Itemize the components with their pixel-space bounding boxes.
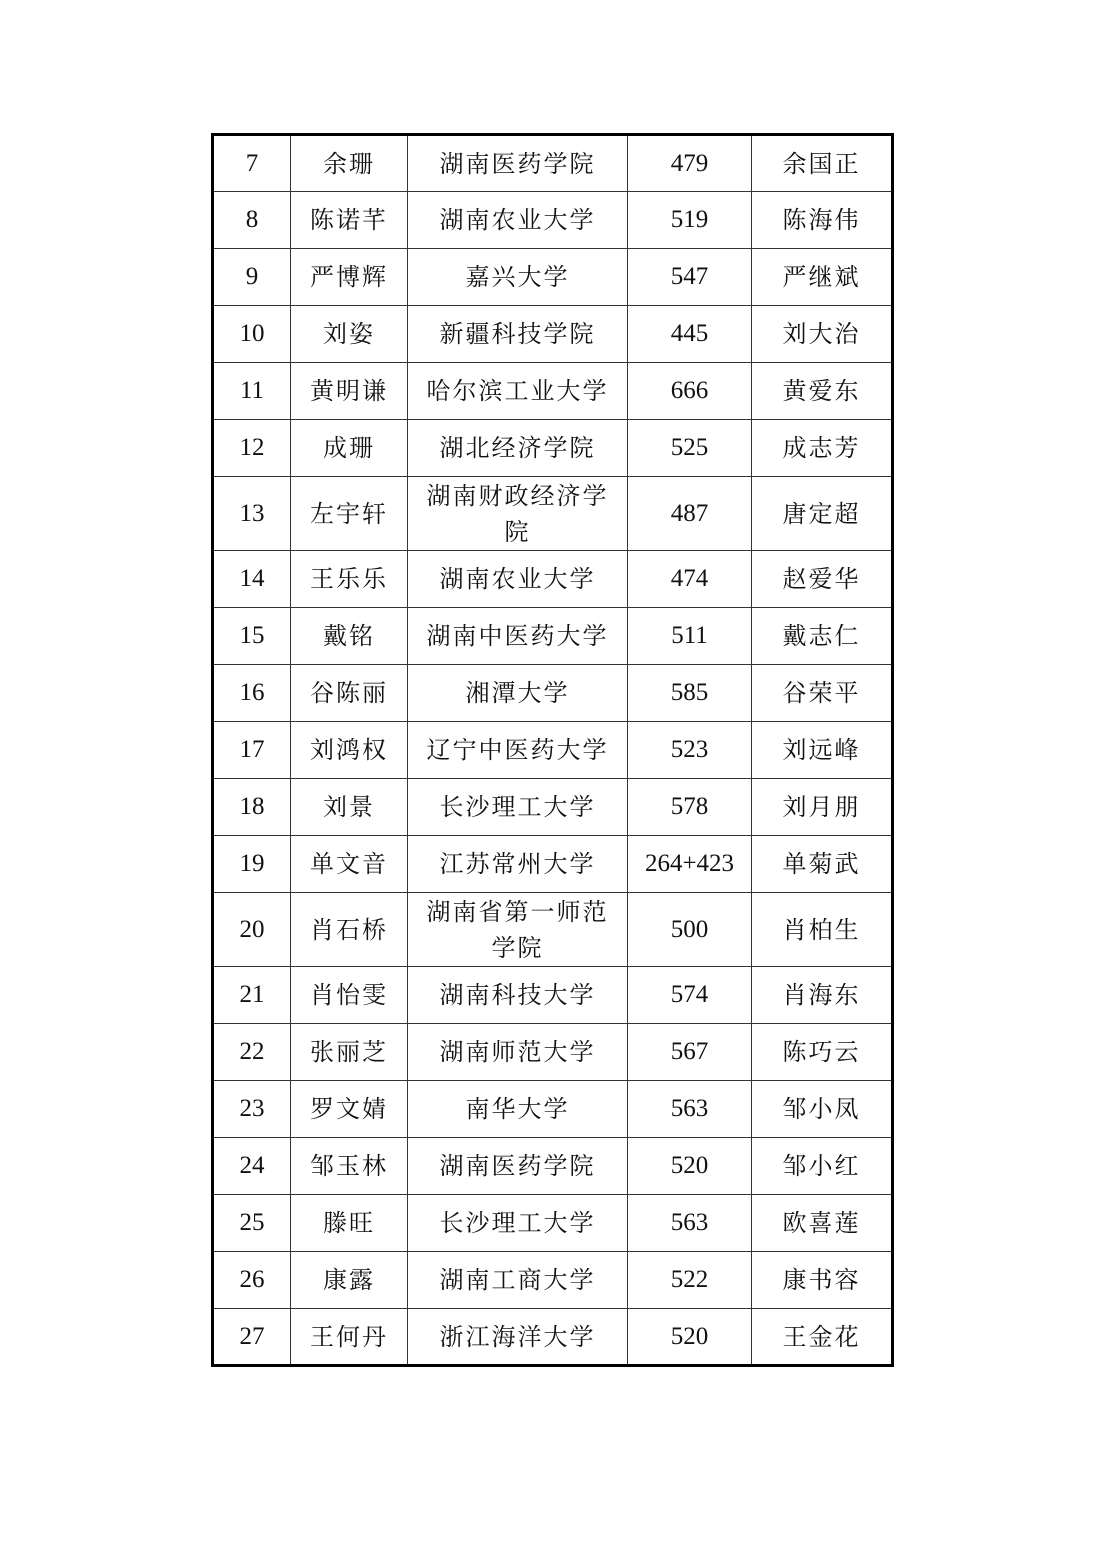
cell-name: 王何丹 <box>291 1309 408 1366</box>
cell-parent: 余国正 <box>752 135 893 192</box>
cell-parent: 单菊武 <box>752 836 893 893</box>
cell-number: 14 <box>213 551 291 608</box>
cell-parent: 康书容 <box>752 1252 893 1309</box>
table-row <box>213 249 893 306</box>
cell-number: 20 <box>213 893 291 967</box>
cell-score: 666 <box>628 363 752 420</box>
cell-number: 19 <box>213 836 291 893</box>
cell-parent: 唐定超 <box>752 477 893 551</box>
cell-school: 湖南工商大学 <box>408 1252 628 1309</box>
table-body <box>213 135 893 1366</box>
cell-score: 264+423 <box>628 836 752 893</box>
cell-name: 刘姿 <box>291 306 408 363</box>
cell-school: 湖南科技大学 <box>408 967 628 1024</box>
table-row <box>213 363 893 420</box>
cell-number: 23 <box>213 1081 291 1138</box>
cell-name: 肖怡雯 <box>291 967 408 1024</box>
cell-number: 22 <box>213 1024 291 1081</box>
cell-score: 500 <box>628 893 752 967</box>
cell-number: 21 <box>213 967 291 1024</box>
cell-parent: 欧喜莲 <box>752 1195 893 1252</box>
cell-score: 578 <box>628 779 752 836</box>
cell-score: 519 <box>628 192 752 249</box>
cell-name: 滕旺 <box>291 1195 408 1252</box>
table-row <box>213 1138 893 1195</box>
table-row <box>213 1195 893 1252</box>
cell-school: 江苏常州大学 <box>408 836 628 893</box>
cell-name: 罗文婧 <box>291 1081 408 1138</box>
cell-name: 成珊 <box>291 420 408 477</box>
cell-name: 张丽芝 <box>291 1024 408 1081</box>
cell-school: 南华大学 <box>408 1081 628 1138</box>
cell-score: 445 <box>628 306 752 363</box>
table-row <box>213 1252 893 1309</box>
table-row <box>213 135 893 192</box>
cell-number: 18 <box>213 779 291 836</box>
cell-school: 长沙理工大学 <box>408 779 628 836</box>
cell-score: 474 <box>628 551 752 608</box>
cell-number: 9 <box>213 249 291 306</box>
cell-number: 17 <box>213 722 291 779</box>
table-row <box>213 608 893 665</box>
table-row <box>213 551 893 608</box>
table-row <box>213 1024 893 1081</box>
cell-school: 湖南农业大学 <box>408 551 628 608</box>
cell-school: 湖南医药学院 <box>408 135 628 192</box>
table-row <box>213 722 893 779</box>
cell-number: 13 <box>213 477 291 551</box>
table-row <box>213 967 893 1024</box>
cell-parent: 赵爱华 <box>752 551 893 608</box>
cell-school: 湖南财政经济学院 <box>408 477 628 551</box>
cell-name: 肖石桥 <box>291 893 408 967</box>
cell-name: 康露 <box>291 1252 408 1309</box>
cell-school: 浙江海洋大学 <box>408 1309 628 1366</box>
cell-number: 25 <box>213 1195 291 1252</box>
cell-school: 湖南医药学院 <box>408 1138 628 1195</box>
cell-parent: 严继斌 <box>752 249 893 306</box>
table-row <box>213 665 893 722</box>
cell-score: 585 <box>628 665 752 722</box>
cell-parent: 黄爱东 <box>752 363 893 420</box>
cell-parent: 成志芳 <box>752 420 893 477</box>
cell-parent: 谷荣平 <box>752 665 893 722</box>
cell-name: 黄明谦 <box>291 363 408 420</box>
table-row <box>213 420 893 477</box>
cell-name: 单文音 <box>291 836 408 893</box>
cell-number: 16 <box>213 665 291 722</box>
table-row <box>213 836 893 893</box>
cell-parent: 刘月朋 <box>752 779 893 836</box>
cell-name: 刘鸿权 <box>291 722 408 779</box>
cell-score: 479 <box>628 135 752 192</box>
cell-number: 8 <box>213 192 291 249</box>
cell-parent: 肖海东 <box>752 967 893 1024</box>
cell-score: 567 <box>628 1024 752 1081</box>
table-row <box>213 306 893 363</box>
cell-score: 523 <box>628 722 752 779</box>
cell-parent: 邹小红 <box>752 1138 893 1195</box>
cell-school: 湖南师范大学 <box>408 1024 628 1081</box>
cell-school: 湘潭大学 <box>408 665 628 722</box>
cell-parent: 陈巧云 <box>752 1024 893 1081</box>
cell-parent: 陈海伟 <box>752 192 893 249</box>
cell-number: 12 <box>213 420 291 477</box>
cell-number: 15 <box>213 608 291 665</box>
cell-name: 陈诺芊 <box>291 192 408 249</box>
cell-parent: 戴志仁 <box>752 608 893 665</box>
table-row <box>213 1309 893 1366</box>
cell-parent: 肖柏生 <box>752 893 893 967</box>
cell-number: 26 <box>213 1252 291 1309</box>
cell-parent: 刘大治 <box>752 306 893 363</box>
cell-score: 574 <box>628 967 752 1024</box>
cell-name: 余珊 <box>291 135 408 192</box>
cell-name: 严博辉 <box>291 249 408 306</box>
cell-school: 新疆科技学院 <box>408 306 628 363</box>
cell-score: 522 <box>628 1252 752 1309</box>
table-row <box>213 477 893 551</box>
cell-number: 11 <box>213 363 291 420</box>
cell-parent: 王金花 <box>752 1309 893 1366</box>
cell-school: 湖南省第一师范学院 <box>408 893 628 967</box>
cell-name: 左宇轩 <box>291 477 408 551</box>
table-row <box>213 1081 893 1138</box>
cell-score: 520 <box>628 1138 752 1195</box>
cell-school: 湖北经济学院 <box>408 420 628 477</box>
table-row <box>213 779 893 836</box>
cell-name: 谷陈丽 <box>291 665 408 722</box>
cell-school: 湖南中医药大学 <box>408 608 628 665</box>
cell-name: 刘景 <box>291 779 408 836</box>
cell-score: 520 <box>628 1309 752 1366</box>
cell-parent: 邹小凤 <box>752 1081 893 1138</box>
cell-number: 27 <box>213 1309 291 1366</box>
cell-name: 邹玉林 <box>291 1138 408 1195</box>
cell-score: 563 <box>628 1195 752 1252</box>
cell-score: 525 <box>628 420 752 477</box>
cell-school: 长沙理工大学 <box>408 1195 628 1252</box>
cell-name: 戴铭 <box>291 608 408 665</box>
cell-score: 547 <box>628 249 752 306</box>
cell-number: 24 <box>213 1138 291 1195</box>
cell-school: 湖南农业大学 <box>408 192 628 249</box>
cell-score: 511 <box>628 608 752 665</box>
student-table <box>211 133 894 1367</box>
cell-score: 487 <box>628 477 752 551</box>
cell-number: 7 <box>213 135 291 192</box>
cell-school: 嘉兴大学 <box>408 249 628 306</box>
table-row <box>213 893 893 967</box>
cell-parent: 刘远峰 <box>752 722 893 779</box>
cell-school: 哈尔滨工业大学 <box>408 363 628 420</box>
cell-name: 王乐乐 <box>291 551 408 608</box>
cell-school: 辽宁中医药大学 <box>408 722 628 779</box>
cell-score: 563 <box>628 1081 752 1138</box>
cell-number: 10 <box>213 306 291 363</box>
table-row <box>213 192 893 249</box>
